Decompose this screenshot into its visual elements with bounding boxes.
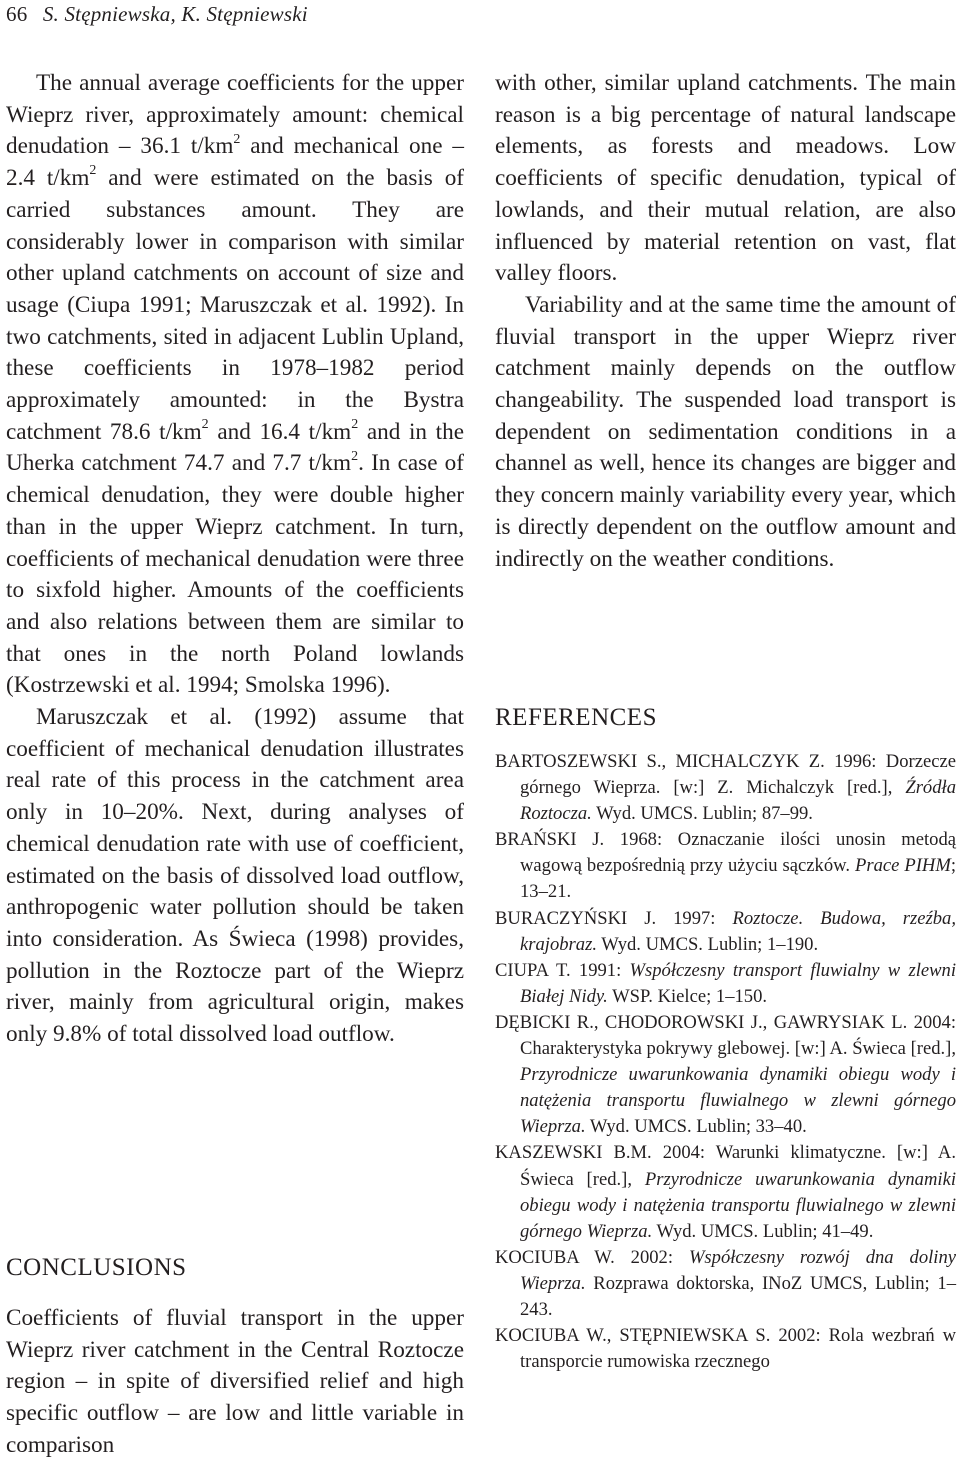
- left-column: [6, 68, 464, 1051]
- reference-item: CIUPA T. 1991: Współczesny transport fluwialny w zlewni Białej Nidy. WSP. Kielce; 1–150.: [495, 959, 956, 1007]
- running-header: [6, 2, 308, 27]
- references-heading: REFERENCES: [495, 704, 657, 731]
- right-column: [495, 68, 956, 575]
- paragraph: The annual average coefficients for the upper Wieprz river, approximately amount: chemical denudation – 36.1 $t/km^2$ and mechanical one – 2.4 $t/km^2$ and were estimated on the basis of carried substances amount. They are considerably lower in comparison with similar other upland catchments on account of size and usage (Ciupa 1991; Maruszczak et al. 1992). In two catchments, sited in adjacent Lublin Upland, these coefficients in 1978–1982 period approximately amounted: in the Bystra catchment 78.6 $t/km^2$ and 16.4 $t/km^2$ and in the Uherka catchment 74.7 and 7.7 $t/km^2$. In case of chemical denudation, they were double higher than in the upper Wieprz catchment. In turn, coefficients of mechanical denudation were three to sixfold higher. Amounts of the coefficients and also relations between them are similar to that ones in the north Poland lowlands (Kostrzewski et al. 1994; Smolska 1996).: [6, 70, 465, 699]
- reference-list: [495, 749, 956, 1375]
- conclusions-heading: CONCLUSIONS: [6, 1254, 187, 1281]
- running-header-authors: S. Stępniewska, K. Stępniewski: [42, 2, 308, 26]
- paragraph: Coefficients of fluvial transport in the upper Wieprz river catchment in the Central Roztocze region – in spite of diversified relief and high specific outflow – are low and little variable in comparison: [6, 1305, 464, 1458]
- reference-item: KOCIUBA W. 2002: Współczesny rozwój dna doliny Wieprza. Rozprawa doktorska, INoZ UMCS, Lublin; 1–243.: [495, 1246, 956, 1320]
- reference-item: BRAŃSKI J. 1968: Oznaczanie ilości unosin metodą wagową bezpośrednią przy użyciu sączków. Prace PIHM; 13–21.: [495, 829, 956, 903]
- conclusions-text: [6, 1303, 464, 1462]
- page-number: 66: [6, 2, 28, 26]
- reference-item: KASZEWSKI B.M. 2004: Warunki klimatyczne. [w:] A. Świeca [red.], Przyrodnicze uwarunkowania dynamiki obiegu wody i natężenia transportu fluwialnego w zlewni górnego Wieprza. Wyd. UMCS. Lublin; 41–49.: [495, 1142, 956, 1242]
- paragraph: with other, similar upland catchments. The main reason is a big percentage of natural landscape elements, as forests and meadows. Low coefficients of specific denudation, typical of lowlands, and their mutual relation, are also influenced by material retention on vast, flat valley floors.: [495, 70, 956, 287]
- reference-item: BARTOSZEWSKI S., MICHALCZYK Z. 1996: Dorzecze górnego Wieprza. [w:] Z. Michalczyk [red.], Źródła Roztocza. Wyd. UMCS. Lublin; 87–99.: [495, 751, 956, 825]
- reference-item: DĘBICKI R., CHODOROWSKI J., GAWRYSIAK L. 2004: Charakterystyka pokrywy glebowej. [w:] A. Świeca [red.], Przyrodnicze uwarunkowania dynamiki obiegu wody i natężenia transportu fluwialnego w zlewni górnego Wieprza. Wyd. UMCS. Lublin; 33–40.: [495, 1011, 956, 1138]
- reference-item: BURACZYŃSKI J. 1997: Roztocze. Budowa, rzeźba, krajobraz. Wyd. UMCS. Lublin; 1–190.: [495, 907, 957, 955]
- paragraph: Variability and at the same time the amount of fluvial transport in the upper Wieprz river catchment mainly depends on the outflow changeability. The suspended load transport is dependent on sedimentation conditions in a channel as well, hence its changes are bigger and they concern mainly variability every year, which is directly dependent on the outflow amount and indirectly on the weather conditions.: [495, 291, 956, 572]
- reference-item: KOCIUBA W., STĘPNIEWSKA S. 2002: Rola wezbrań w transporcie rumowiska rzecznego: [495, 1325, 956, 1373]
- paragraph: Maruszczak et al. (1992) assume that coefficient of mechanical denudation illustrates real rate of this process in the catchment area only in 10–20%. Next, during analyses of chemical denudation rate with use of coefficient, estimated on the basis of dissolved load outflow, anthropogenic water pollution should be taken into consideration. As Świeca (1998) provides, pollution in the Roztocze part of the Wieprz river, mainly from agricultural origin, makes only 9.8% of total dissolved load outflow.: [6, 704, 464, 1048]
